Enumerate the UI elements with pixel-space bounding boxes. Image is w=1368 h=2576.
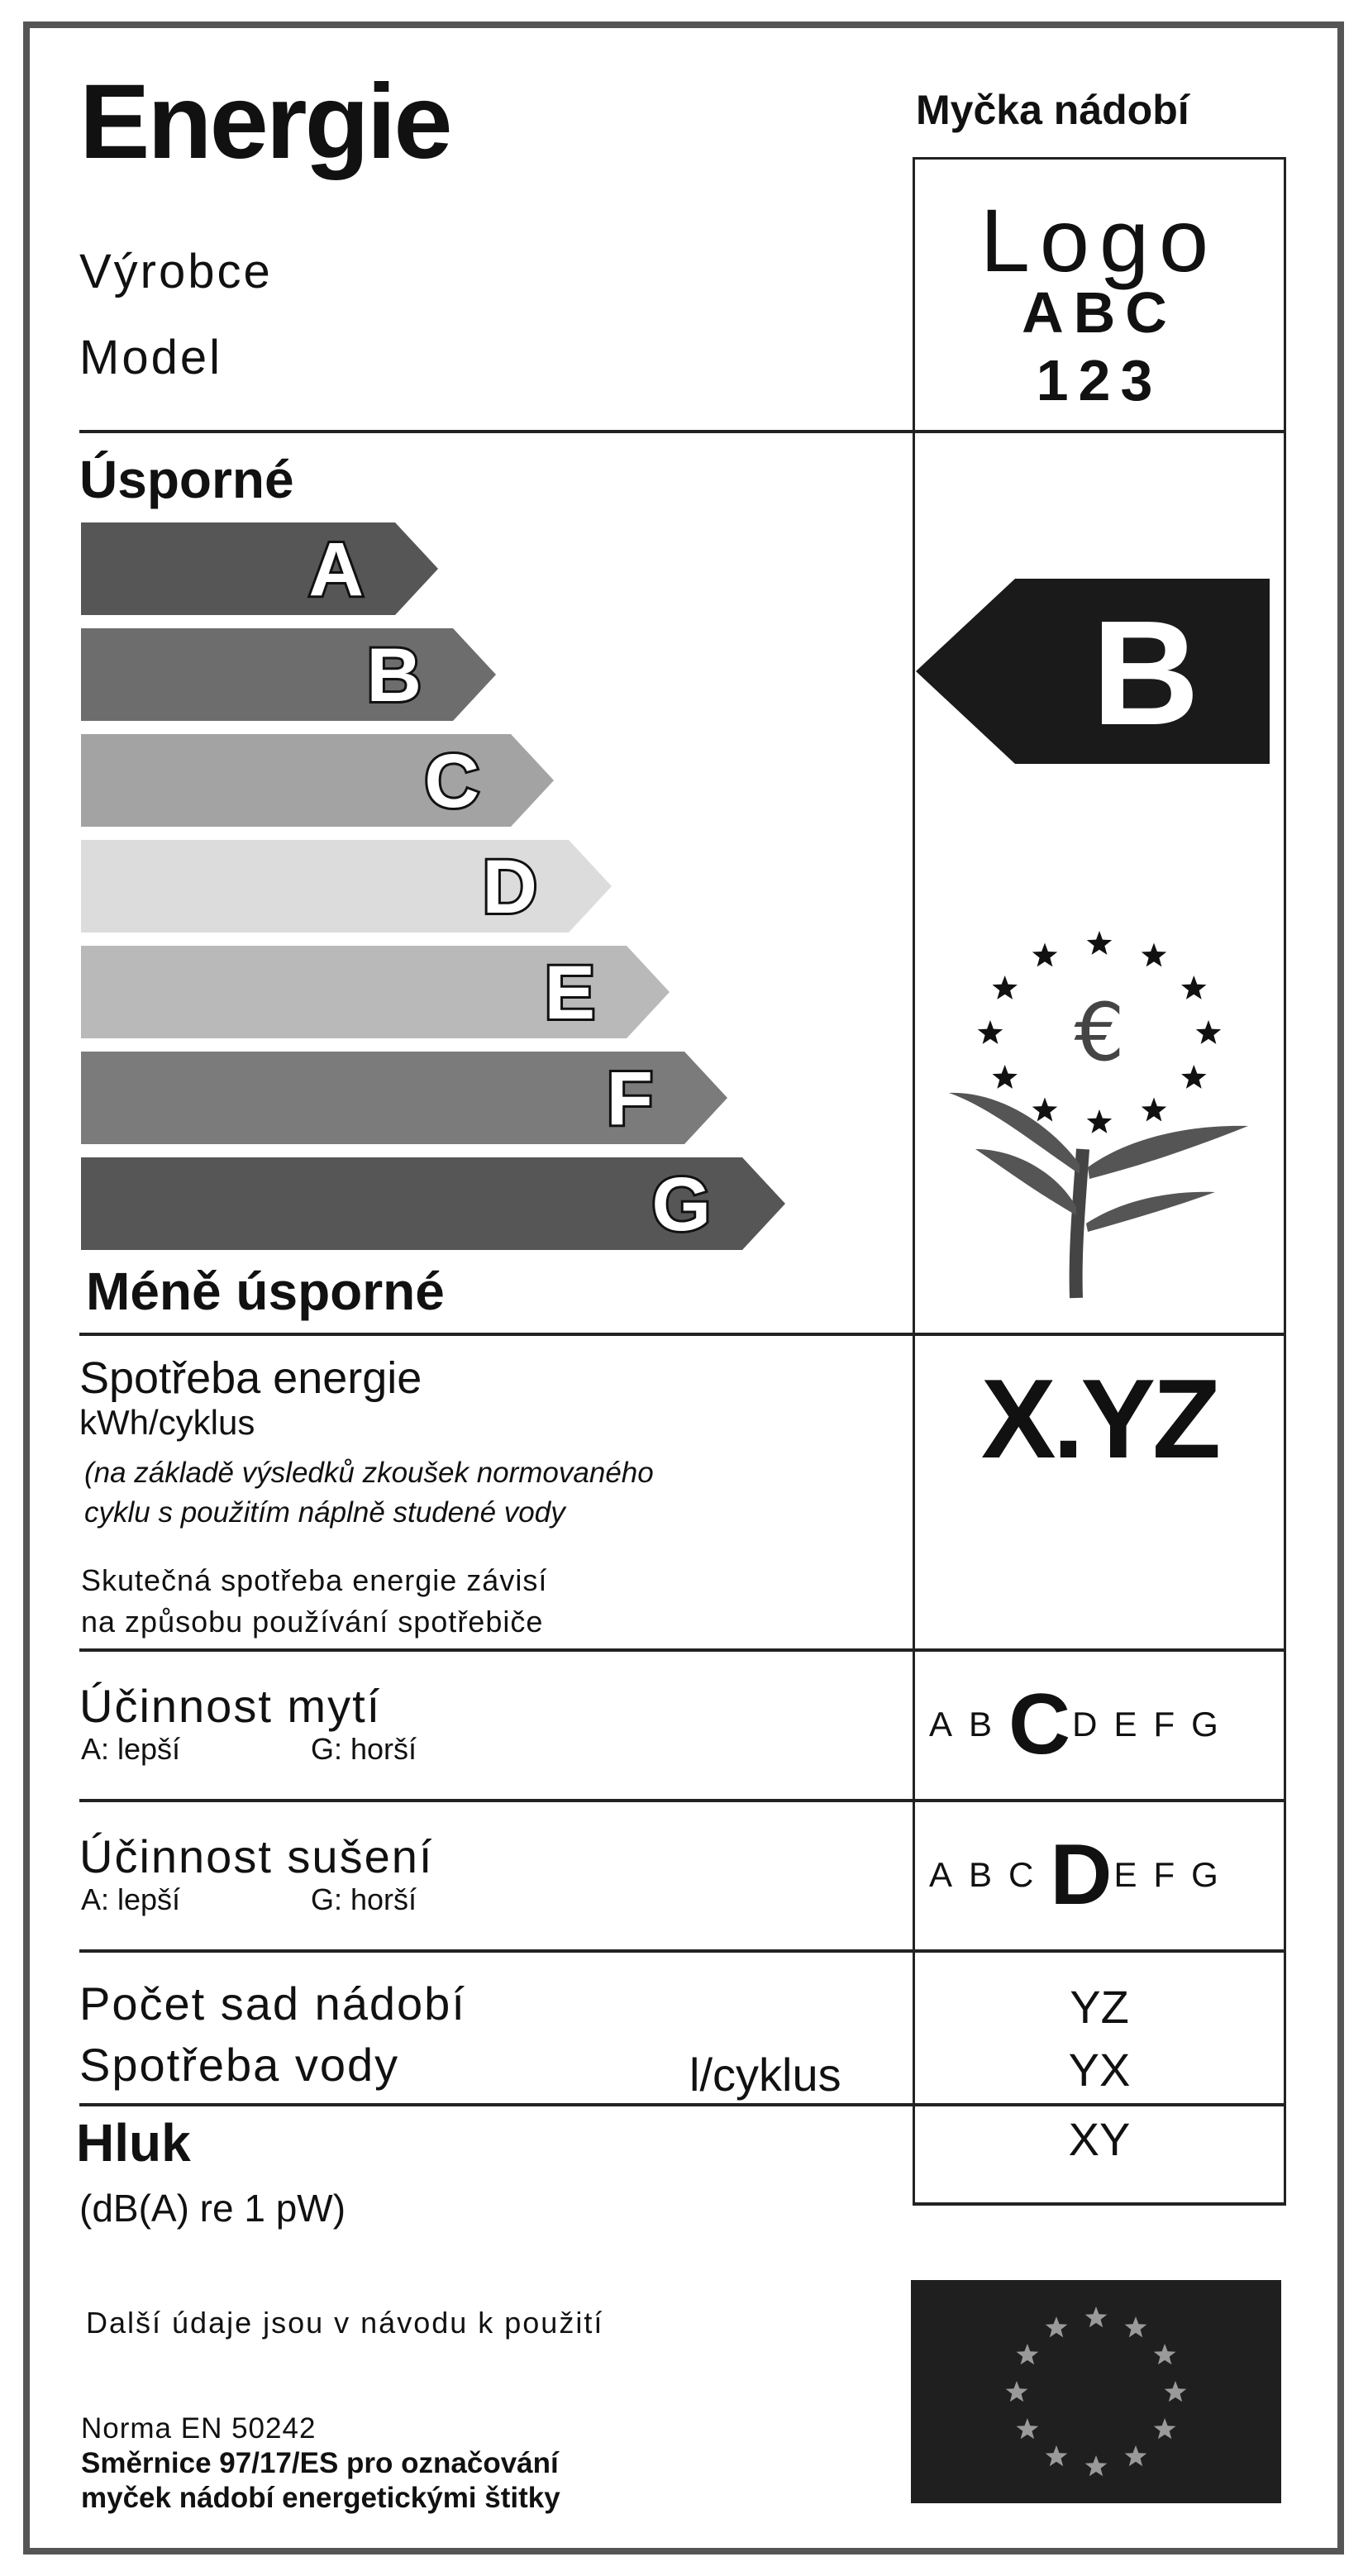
rating-arrow <box>913 579 1276 777</box>
water-unit: l/cyklus <box>689 2049 841 2101</box>
noise-unit: (dB(A) re 1 pW) <box>79 2187 346 2230</box>
eu-flower-icon <box>934 901 1265 1331</box>
scale-letter: D <box>1072 1705 1098 1744</box>
energy-consumption-label: Spotřeba energie <box>79 1353 422 1403</box>
drying-label: Účinnost sušení <box>79 1830 434 1882</box>
scale-letter: F <box>1153 1705 1175 1744</box>
class-letter-c: C <box>424 739 479 823</box>
flower-star <box>993 976 1018 999</box>
water-value: YX <box>1068 2044 1131 2096</box>
flower-star <box>1087 931 1112 955</box>
scale-row <box>929 1801 1235 1949</box>
drying-best: A: lepší <box>81 1882 181 1916</box>
place-settings-label: Počet sad nádobí <box>79 1977 466 2030</box>
flower-star <box>1087 1109 1112 1133</box>
scale-letter: G <box>1191 1705 1218 1744</box>
class-arrow-c <box>81 734 554 827</box>
noise-label: Hluk <box>76 2113 191 2173</box>
scale-letter: B <box>969 1705 993 1744</box>
washing-worst: G: horší <box>311 1732 417 1766</box>
appliance-type: Myčka nádobí <box>916 87 1189 133</box>
more-info-text: Další údaje jsou v návodu k použití <box>86 2306 604 2340</box>
divider-noise <box>79 2103 1286 2106</box>
flower-star <box>1032 1098 1057 1122</box>
scale-letter: C <box>1008 1855 1034 1894</box>
scale-letter: A <box>929 1705 953 1744</box>
class-letter-f: F <box>606 1057 653 1141</box>
norm-text: Norma EN 50242 <box>81 2412 317 2445</box>
flower-star <box>1181 1065 1206 1089</box>
directive-line2: myček nádobí energetickými štitky <box>81 2482 560 2514</box>
scale-letter: F <box>1153 1855 1175 1894</box>
scale-selected-letter: D <box>1050 1826 1108 1923</box>
efficiency-scale <box>0 0 827 1247</box>
logo-letters: ABC <box>1022 280 1177 345</box>
efficient-label: Úsporné <box>79 450 294 509</box>
drying-scale <box>929 1801 1285 1949</box>
scale-letter: E <box>1113 1855 1137 1894</box>
flower-star <box>1181 976 1206 999</box>
table-bottom <box>913 2202 1286 2206</box>
class-letter-b: B <box>366 633 422 718</box>
flower-star <box>1196 1020 1221 1044</box>
divider-water <box>79 1949 1286 1953</box>
divider-energy <box>79 1333 1286 1336</box>
water-label: Spotřeba vody <box>79 2039 400 2091</box>
washing-best: A: lepší <box>81 1732 181 1766</box>
class-letter-a: A <box>308 527 364 612</box>
drying-worst: G: horší <box>311 1882 417 1916</box>
class-letter-g: G <box>651 1162 711 1247</box>
scale-selected-letter: C <box>1008 1676 1066 1772</box>
scale-letter: G <box>1191 1855 1218 1894</box>
noise-value: XY <box>1068 2113 1131 2165</box>
logo-text: Logo <box>980 190 1219 290</box>
flower-star <box>1032 943 1057 967</box>
energy-note-line1: (na základě výsledků zkoušek normovaného <box>84 1457 654 1489</box>
flower-star <box>978 1020 1003 1044</box>
logo-numbers: 123 <box>1036 348 1163 413</box>
scale-letter: E <box>1113 1705 1137 1744</box>
manufacturer-label: Výrobce <box>79 245 273 298</box>
energy-value: X.YZ <box>980 1356 1218 1481</box>
energy-actual-line2: na způsobu používání spotřebiče <box>81 1605 544 1639</box>
washing-scale <box>929 1650 1285 1799</box>
class-letter-e: E <box>544 951 595 1035</box>
eu-flag-icon <box>911 2280 1281 2503</box>
energy-note-line2: cyklu s použitím náplně studené vody <box>84 1496 565 1529</box>
class-letter-d: D <box>482 845 537 929</box>
less-efficient-label: Méně úsporné <box>86 1262 445 1321</box>
class-arrow-a <box>81 522 438 615</box>
flower-star <box>1142 943 1166 967</box>
scale-letter: A <box>929 1855 953 1894</box>
directive-line1: Směrnice 97/17/ES pro označování <box>81 2447 559 2479</box>
logo-box <box>913 157 1286 432</box>
energy-actual-line1: Skutečná spotřeba energie závisí <box>81 1563 548 1597</box>
place-settings-value: YZ <box>1070 1981 1129 2033</box>
svg-text:€: € <box>1074 986 1125 1079</box>
scale-row <box>929 1650 1235 1799</box>
flower-star <box>993 1065 1018 1089</box>
label-title: Energie <box>79 63 450 181</box>
scale-letter: B <box>969 1855 993 1894</box>
class-arrow-b <box>81 628 496 721</box>
energy-unit: kWh/cyklus <box>79 1403 255 1442</box>
flower-star <box>1142 1098 1166 1122</box>
model-label: Model <box>79 331 222 384</box>
washing-label: Účinnost mytí <box>79 1680 382 1732</box>
rating-letter: B <box>1092 590 1199 756</box>
